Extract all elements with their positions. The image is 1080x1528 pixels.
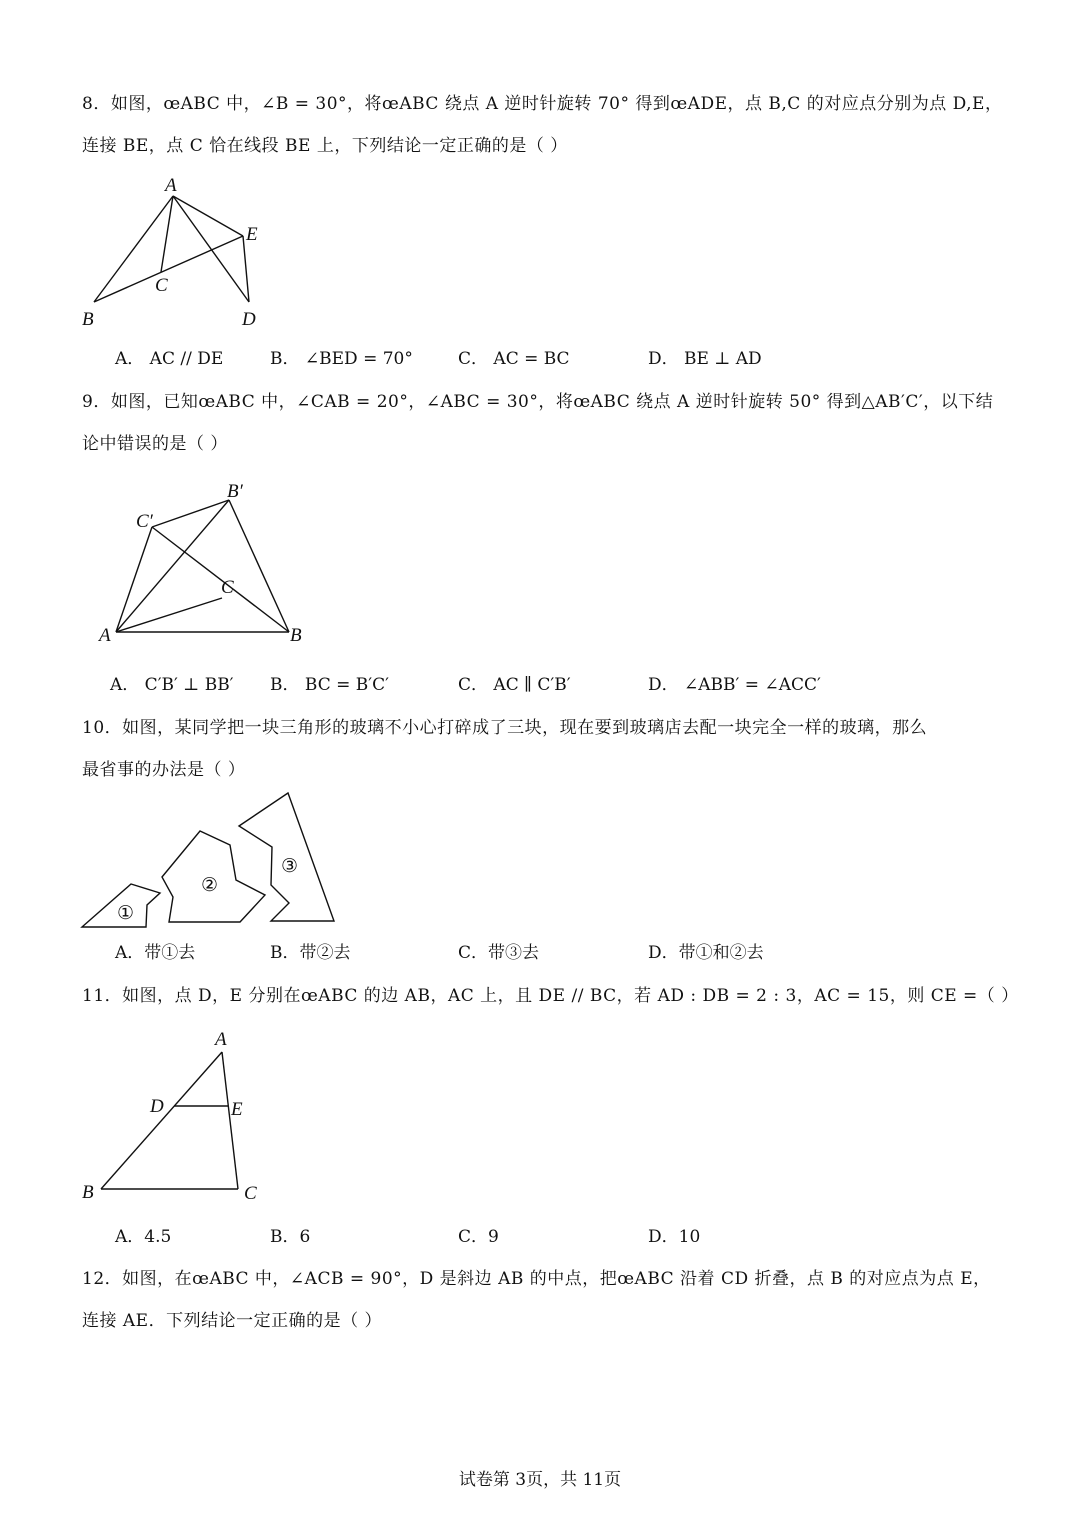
q11-label-d: D (150, 1096, 164, 1117)
q9-label-a: A (99, 625, 111, 646)
q9-stem-line1: 9．如图，已知œABC 中，∠CAB = 20°，∠ABC = 30°，将œABC 绕点 A 逆时针旋转 50° 得到△AB′C′，以下结 (82, 392, 994, 412)
q11-option-b[interactable]: B．6 (270, 1227, 311, 1247)
q11-stem-line1: 11．如图，点 D，E 分别在œABC 的边 AB，AC 上，且 DE // BC，若 AD : DB = 2 : 3，AC = 15，则 CE =（ ） (82, 986, 1019, 1006)
q8-label-b: B (82, 309, 94, 330)
q11-side-ab (101, 1052, 222, 1189)
q8-label-e: E (246, 224, 258, 245)
q8-label-d: D (242, 309, 256, 330)
q11-label-b: B (82, 1182, 94, 1203)
q9-option-a[interactable]: A． C′B′ ⊥ BB′ (110, 675, 234, 695)
q11-side-ac (222, 1052, 238, 1189)
q10-stem-line2: 最省事的办法是（ ） (82, 760, 246, 780)
q11-label-a: A (215, 1029, 227, 1050)
q8-stem-line2: 连接 BE，点 C 恰在线段 BE 上，下列结论一定正确的是（ ） (82, 136, 568, 156)
q12-stem-line2: 连接 AE．下列结论一定正确的是（ ） (82, 1311, 382, 1331)
q8-label-c: C (155, 275, 168, 296)
q11-option-d[interactable]: D．10 (648, 1227, 701, 1247)
page-footer: 试卷第 3页，共 11页 (458, 1470, 622, 1490)
q11-option-c[interactable]: C．9 (458, 1227, 499, 1247)
q8-option-b[interactable]: B． ∠BED = 70° (270, 349, 413, 369)
q10-option-b[interactable]: B．带②去 (270, 943, 351, 963)
q10-label-piece-3: ③ (281, 856, 299, 877)
q10-label-piece-2: ② (201, 875, 219, 896)
q9-option-b[interactable]: B． BC = B′C′ (270, 675, 389, 695)
q10-stem-line1: 10．如图，某同学把一块三角形的玻璃不小心打碎成了三块，现在要到玻璃店去配一块完全一样的玻璃，那么 (82, 718, 928, 738)
q9-label-c: C (221, 577, 234, 598)
q10-option-d[interactable]: D．带①和②去 (648, 943, 764, 963)
q9-stem-line2: 论中错误的是（ ） (82, 434, 228, 454)
q9-option-c[interactable]: C． AC ∥ C′B′ (458, 675, 571, 695)
q8-label-a: A (165, 175, 177, 196)
q9-label-c-prime: C′ (136, 511, 153, 532)
q9-label-b: B (290, 625, 302, 646)
q8-option-d[interactable]: D． BE ⊥ AD (648, 349, 762, 369)
q11-option-a[interactable]: A．4.5 (115, 1227, 172, 1247)
q11-label-c: C (244, 1183, 257, 1204)
q10-option-a[interactable]: A．带①去 (115, 943, 196, 963)
q8-stem-line1: 8．如图，œABC 中，∠B = 30°，将œABC 绕点 A 逆时针旋转 70° 得到œADE，点 B,C 的对应点分别为点 D,E， (82, 94, 1003, 114)
q12-stem-line1: 12．如图，在œABC 中，∠ACB = 90°，D 是斜边 AB 的中点，把œABC 沿着 CD 折叠，点 B 的对应点为点 E， (82, 1269, 991, 1289)
q9-option-d[interactable]: D． ∠ABB′ = ∠ACC′ (648, 675, 821, 695)
q10-option-c[interactable]: C．带③去 (458, 943, 540, 963)
q8-option-c[interactable]: C． AC = BC (458, 349, 570, 369)
q8-option-a[interactable]: A． AC // DE (115, 349, 224, 369)
q11-label-e: E (231, 1099, 243, 1120)
q10-label-piece-1: ① (117, 903, 135, 924)
q9-label-b-prime: B′ (227, 481, 243, 502)
